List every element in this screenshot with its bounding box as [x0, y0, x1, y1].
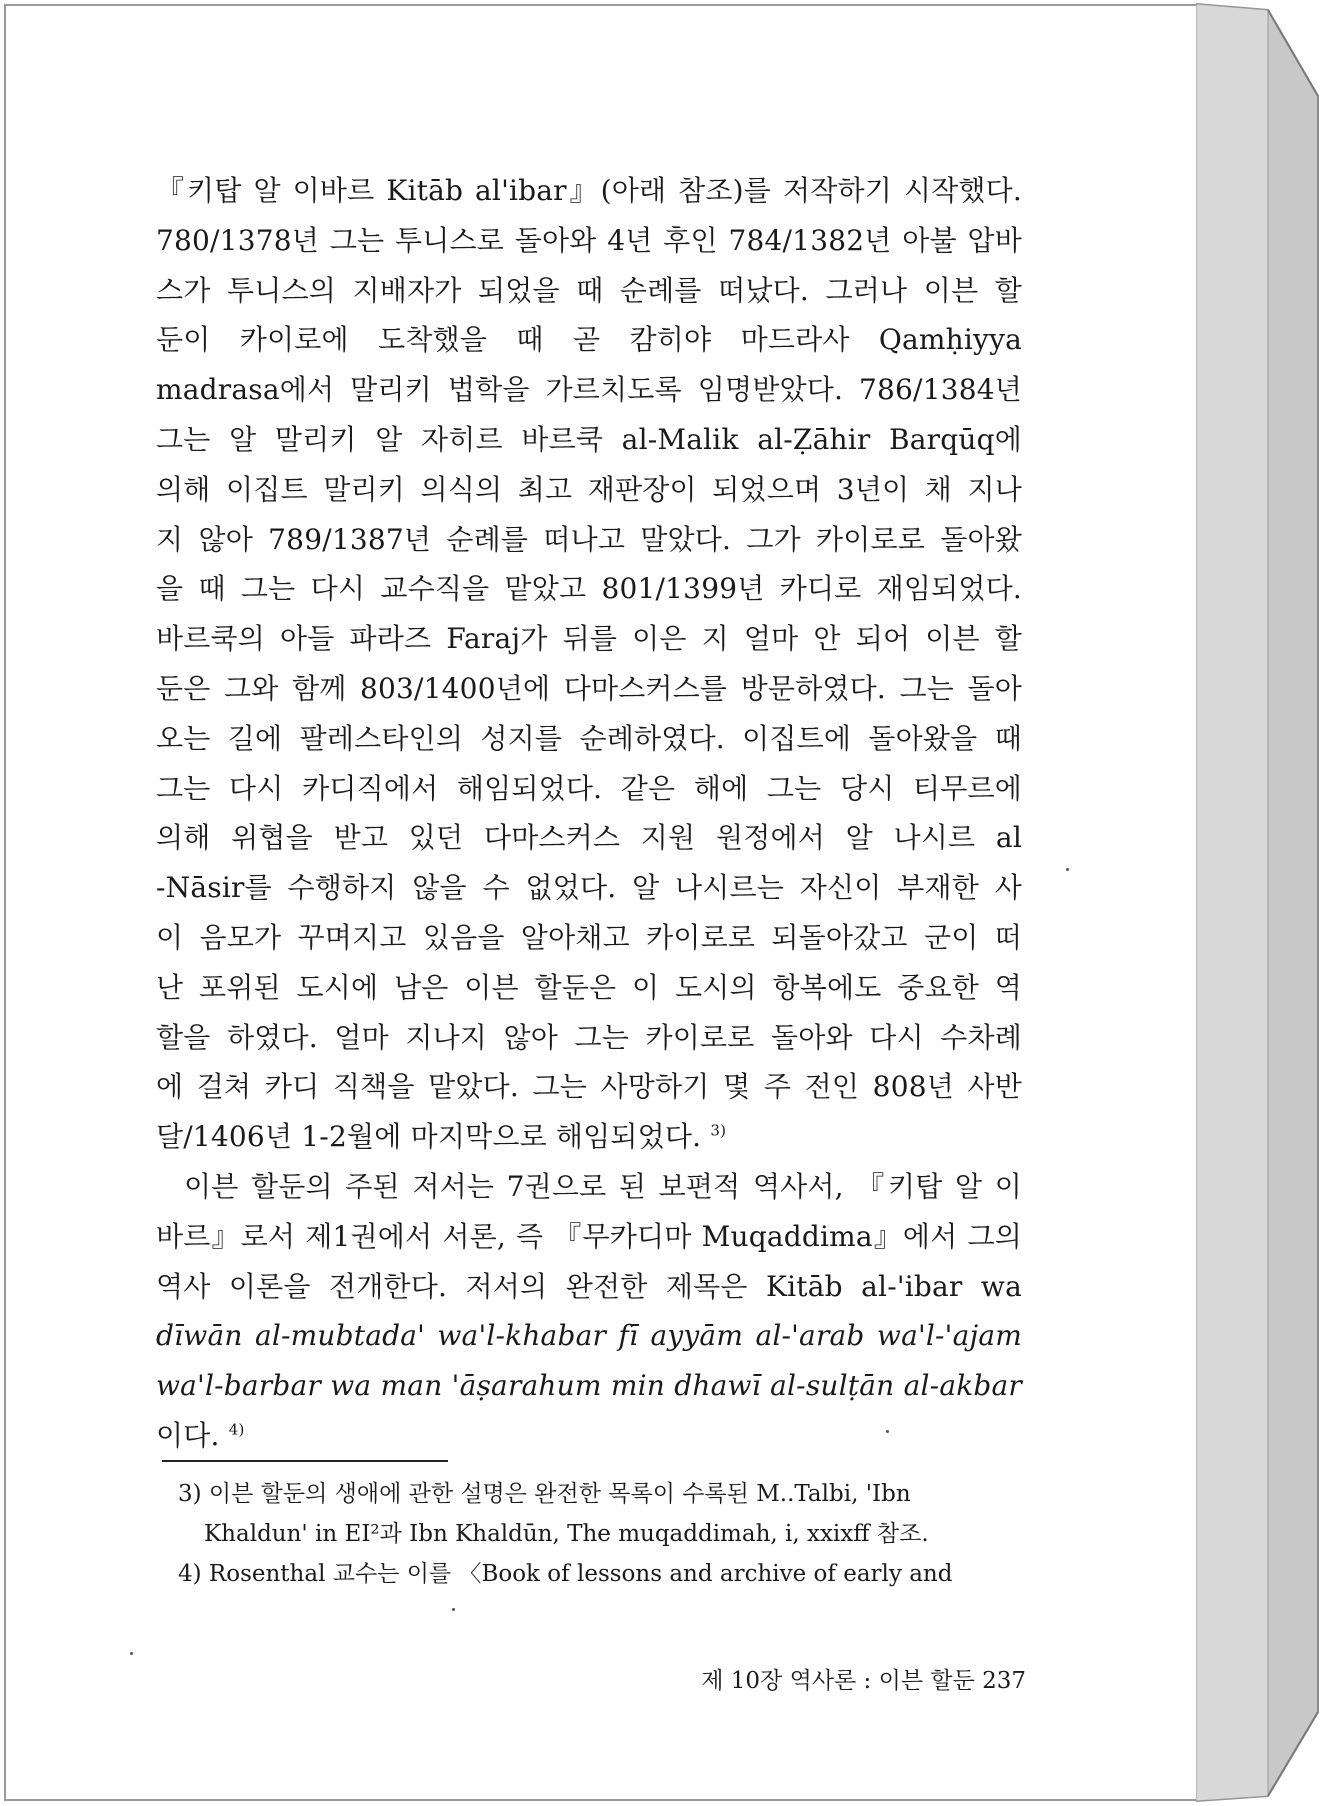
body-line-8: 지 않아 789/1387년 순례를 떠나고 말았다. 그가 카이로로 돌아왔 [156, 522, 1022, 556]
body-line-20: 달/1406년 1-2월에 마지막으로 해임되었다. $^{3)}$ [156, 1120, 727, 1154]
footnote-4-line-1: 4) Rosenthal 교수는 이를 〈Book of lessons and archive of early and [178, 1561, 953, 1587]
body-line-16: 이 음모가 꾸며지고 있음을 알아채고 카이로로 되돌아갔고 군이 떠 [156, 920, 1022, 954]
page-stack-edge [1196, 0, 1321, 1806]
body-line-22: 바르』로서 제1권에서 서론, 즉 『무카디마 Muqaddima』에서 그의 [156, 1219, 1022, 1253]
body-line-23: 역사 이론을 전개한다. 저서의 완전한 제목은 Kitāb al-'ibar wa [156, 1269, 1022, 1303]
body-line-11: 둔은 그와 함께 803/1400년에 다마스커스를 방문하였다. 그는 돌아 [156, 671, 1022, 705]
scan-speck [886, 1430, 889, 1433]
body-line-2: 780/1378년 그는 투니스로 돌아와 4년 후인 784/1382년 아불 압바 [156, 223, 1022, 257]
body-line-18: 할을 하였다. 얼마 지나지 않아 그는 카이로로 돌아와 다시 수차례 [156, 1020, 1022, 1054]
body-line-19: 에 걸쳐 카디 직책을 맡았다. 그는 사망하기 몇 주 전인 808년 사반 [156, 1070, 1022, 1104]
footnote-divider [162, 1460, 448, 1462]
running-footer: 제 10장 역사론 : 이븐 할둔 237 [701, 1668, 1026, 1694]
body-line-5: madrasa에서 말리키 법학을 가르치도록 임명받았다. 786/1384년 [156, 373, 1022, 407]
scan-speck [452, 1608, 455, 1611]
body-line-1: 『키탑 알 이바르 Kitāb al'ibar』(아래 참조)를 저작하기 시작했다. [156, 174, 1022, 207]
body-line-6: 그는 알 말리키 알 자히르 바르쿡 al-Malik al-Ẓāhir Barqūq에 [156, 422, 1022, 456]
body-line-13: 그는 다시 카디직에서 해임되었다. 같은 해에 그는 당시 티무르에 [156, 771, 1022, 805]
body-line-10: 바르쿡의 아들 파라즈 Faraj가 뒤를 이은 지 얼마 안 되어 이븐 할 [156, 622, 1022, 656]
body-line-17: 난 포위된 도시에 남은 이븐 할둔은 이 도시의 항복에도 중요한 역 [156, 970, 1022, 1004]
scan-speck [130, 1652, 133, 1655]
footnote-3-line-2: Khaldun' in EI²과 Ibn Khaldūn, The muqaddimah, i, xxixff 참조. [204, 1521, 929, 1547]
body-line-25: wa'l-barbar wa man 'āṣarahum min dhawī al-sulṭān al-akbar [156, 1369, 1022, 1403]
body-line-3: 스가 투니스의 지배자가 되었을 때 순례를 떠났다. 그러나 이븐 할 [156, 273, 1022, 307]
body-line-21: 이븐 할둔의 주된 저서는 7권으로 된 보편적 역사서, 『키탑 알 이 [184, 1169, 1022, 1203]
body-line-7: 의해 이집트 말리키 의식의 최고 재판장이 되었으며 3년이 채 지나 [156, 472, 1022, 506]
body-line-24: dīwān al-mubtada' wa'l-khabar fī ayyām al-'arab wa'l-'ajam [156, 1319, 1022, 1353]
body-line-26: 이다. $^{4)}$ [156, 1418, 245, 1452]
scan-speck [1066, 868, 1069, 871]
footnote-ref-3: 3) [710, 1121, 727, 1140]
body-line-15: -Nāsir를 수행하지 않을 수 없었다. 알 나시르는 자신이 부재한 사 [156, 871, 1022, 905]
body-line-12: 오는 길에 팔레스타인의 성지를 순례하였다. 이집트에 돌아왔을 때 [156, 721, 1022, 755]
book-page [4, 4, 1200, 1801]
body-line-14: 의해 위협을 받고 있던 다마스커스 지원 원정에서 알 나시르 al [156, 821, 1022, 855]
body-text [156, 166, 1022, 1461]
body-line-4: 둔이 카이로에 도착했을 때 곧 캄히야 마드라사 Qamḥiyya [156, 323, 1022, 357]
footnote-ref-4: 4) [228, 1420, 245, 1439]
body-line-9: 을 때 그는 다시 교수직을 맡았고 801/1399년 카디로 재임되었다. [156, 572, 1022, 606]
footnote-3-line-1: 3) 이븐 할둔의 생애에 관한 설명은 완전한 목록이 수록된 M..Talbi, 'Ibn [178, 1481, 911, 1507]
footnotes [178, 1474, 1022, 1594]
